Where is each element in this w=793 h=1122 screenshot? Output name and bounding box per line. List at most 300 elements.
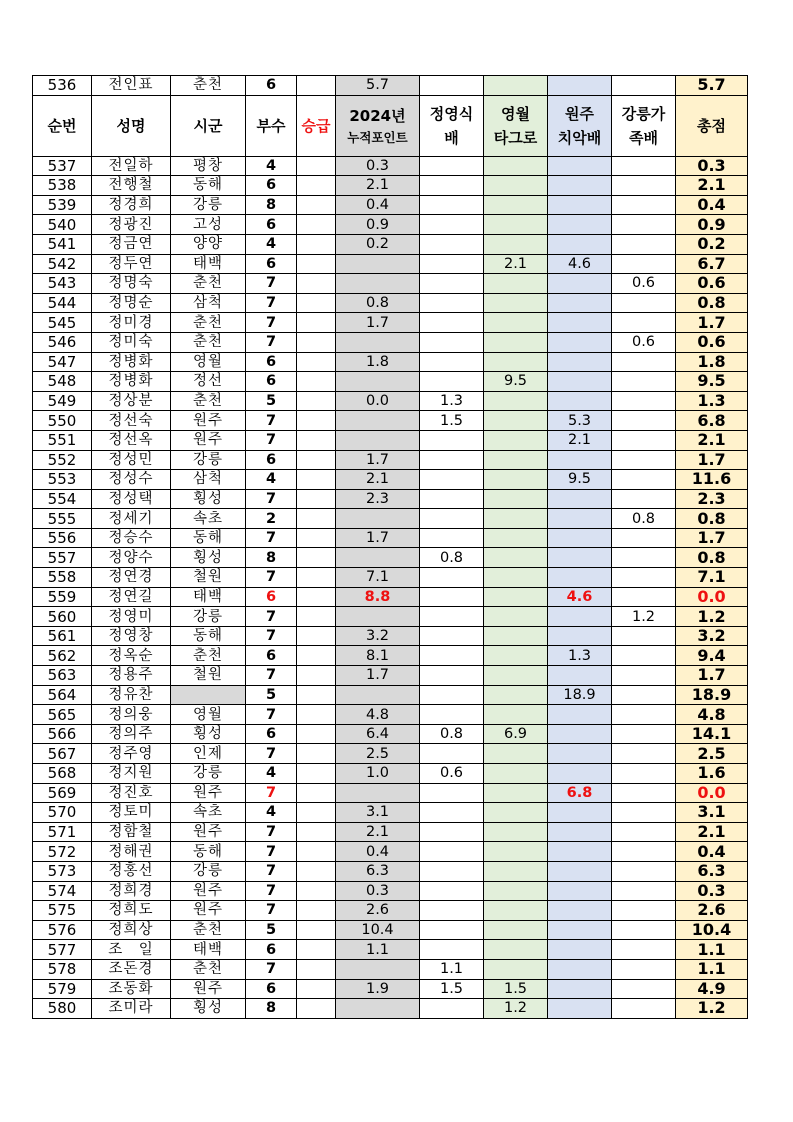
- cell-promotion: [297, 901, 336, 921]
- cell-wonju: [548, 332, 612, 352]
- cell-gangneung: [612, 920, 676, 940]
- table-row: [33, 842, 748, 862]
- cell-name: 정함철: [92, 822, 171, 842]
- cell-wonju: [548, 195, 612, 215]
- cell-jeongyeong: [420, 372, 484, 392]
- header-yeongwol-line1: 영월: [501, 104, 530, 123]
- cell-promotion: [297, 666, 336, 686]
- cell-name: 정의주: [92, 724, 171, 744]
- table-row: [33, 548, 748, 568]
- cell-yeongwol: 2.1: [484, 254, 548, 274]
- cell-division: 8: [246, 548, 297, 568]
- cell-no: 544: [33, 293, 92, 313]
- cell-city: 춘천: [171, 646, 246, 666]
- cell-points-2024: 3.1: [336, 803, 420, 823]
- cell-wonju: 5.3: [548, 411, 612, 431]
- cell-name: 정양수: [92, 548, 171, 568]
- cell-points-2024: 1.9: [336, 979, 420, 999]
- cell-points-2024: [336, 607, 420, 627]
- header-yeongwol: [484, 95, 548, 156]
- cell-wonju: [548, 842, 612, 862]
- cell-total: 9.5: [676, 372, 748, 392]
- cell-yeongwol: [484, 803, 548, 823]
- cell-points-2024: [336, 509, 420, 529]
- cell-name: 정해권: [92, 842, 171, 862]
- cell-name: 조 일: [92, 940, 171, 960]
- cell-wonju: [548, 999, 612, 1019]
- cell-gangneung: [612, 685, 676, 705]
- cell-jeongyeong: [420, 254, 484, 274]
- cell-promotion: [297, 979, 336, 999]
- cell-total: 1.6: [676, 764, 748, 784]
- cell-city: 삼척: [171, 470, 246, 490]
- cell-promotion: [297, 940, 336, 960]
- cell-wonju: [548, 274, 612, 294]
- cell-name: 정미경: [92, 313, 171, 333]
- cell-wonju: [548, 76, 612, 96]
- cell-no: 576: [33, 920, 92, 940]
- table-row: [33, 411, 748, 431]
- cell-yeongwol: [484, 587, 548, 607]
- cell-yeongwol: [484, 195, 548, 215]
- cell-no: 577: [33, 940, 92, 960]
- cell-jeongyeong: 0.8: [420, 548, 484, 568]
- cell-wonju: [548, 391, 612, 411]
- cell-city: 횡성: [171, 548, 246, 568]
- cell-no: 536: [33, 76, 92, 96]
- header-jeongyeong: [420, 95, 484, 156]
- cell-name: 정용주: [92, 666, 171, 686]
- cell-points-2024: 2.5: [336, 744, 420, 764]
- cell-division: 7: [246, 411, 297, 431]
- cell-promotion: [297, 470, 336, 490]
- header-gangneung-line1: 강릉가: [621, 104, 666, 123]
- cell-total: 0.8: [676, 509, 748, 529]
- table-row: [33, 724, 748, 744]
- table-row: [33, 705, 748, 725]
- cell-no: 555: [33, 509, 92, 529]
- cell-wonju: 9.5: [548, 470, 612, 490]
- cell-yeongwol: [484, 764, 548, 784]
- cell-wonju: 2.1: [548, 430, 612, 450]
- cell-jeongyeong: [420, 274, 484, 294]
- cell-jeongyeong: [420, 450, 484, 470]
- cell-city: 영월: [171, 705, 246, 725]
- cell-gangneung: [612, 764, 676, 784]
- cell-points-2024: 8.1: [336, 646, 420, 666]
- cell-no: 549: [33, 391, 92, 411]
- cell-division: 6: [246, 646, 297, 666]
- cell-promotion: [297, 764, 336, 784]
- cell-division: 7: [246, 293, 297, 313]
- cell-wonju: [548, 352, 612, 372]
- header-no: 순번: [33, 95, 92, 156]
- table-row: [33, 156, 748, 176]
- cell-city: 횡성: [171, 999, 246, 1019]
- header-jeongyeong-line1: 정영식: [429, 104, 474, 123]
- cell-wonju: [548, 568, 612, 588]
- cell-name: 정성민: [92, 450, 171, 470]
- cell-promotion: [297, 548, 336, 568]
- cell-division: 7: [246, 568, 297, 588]
- cell-promotion: [297, 803, 336, 823]
- cell-total: 0.6: [676, 274, 748, 294]
- cell-no: 547: [33, 352, 92, 372]
- cell-promotion: [297, 920, 336, 940]
- cell-total: 3.2: [676, 626, 748, 646]
- cell-jeongyeong: [420, 881, 484, 901]
- cell-gangneung: [612, 959, 676, 979]
- cell-name: 정병화: [92, 372, 171, 392]
- cell-points-2024: 5.7: [336, 76, 420, 96]
- cell-yeongwol: [484, 528, 548, 548]
- cell-wonju: 18.9: [548, 685, 612, 705]
- cell-division: 5: [246, 391, 297, 411]
- table-row: [33, 881, 748, 901]
- cell-wonju: [548, 450, 612, 470]
- cell-division: 6: [246, 372, 297, 392]
- cell-jeongyeong: 1.5: [420, 411, 484, 431]
- cell-jeongyeong: [420, 528, 484, 548]
- cell-jeongyeong: [420, 430, 484, 450]
- cell-no: 567: [33, 744, 92, 764]
- cell-gangneung: [612, 352, 676, 372]
- cell-name: 정성택: [92, 489, 171, 509]
- cell-division: 7: [246, 528, 297, 548]
- cell-division: 6: [246, 587, 297, 607]
- cell-name: 정영창: [92, 626, 171, 646]
- cell-division: 6: [246, 215, 297, 235]
- cell-division: 4: [246, 764, 297, 784]
- cell-yeongwol: [484, 156, 548, 176]
- header-wonju-line2: 치악배: [557, 128, 602, 147]
- cell-promotion: [297, 352, 336, 372]
- cell-points-2024: 0.0: [336, 391, 420, 411]
- cell-division: 7: [246, 744, 297, 764]
- table-row: [33, 254, 748, 274]
- cell-jeongyeong: [420, 920, 484, 940]
- cell-no: 571: [33, 822, 92, 842]
- cell-name: 정성수: [92, 470, 171, 490]
- cell-wonju: [548, 509, 612, 529]
- cell-yeongwol: [484, 861, 548, 881]
- cell-promotion: [297, 587, 336, 607]
- cell-city: 동해: [171, 176, 246, 196]
- cell-name: 정희도: [92, 901, 171, 921]
- cell-yeongwol: [484, 215, 548, 235]
- cell-total: 0.3: [676, 881, 748, 901]
- cell-city: 철원: [171, 666, 246, 686]
- cell-no: 566: [33, 724, 92, 744]
- cell-division: 7: [246, 666, 297, 686]
- cell-points-2024: 2.6: [336, 901, 420, 921]
- cell-gangneung: 0.8: [612, 509, 676, 529]
- cell-gangneung: [612, 215, 676, 235]
- cell-name: 정연경: [92, 568, 171, 588]
- cell-points-2024: 2.1: [336, 822, 420, 842]
- cell-name: 정유찬: [92, 685, 171, 705]
- cell-jeongyeong: [420, 509, 484, 529]
- table-row: [33, 940, 748, 960]
- cell-points-2024: 1.7: [336, 450, 420, 470]
- cell-no: 580: [33, 999, 92, 1019]
- cell-total: 10.4: [676, 920, 748, 940]
- table-row: [33, 803, 748, 823]
- cell-gangneung: [612, 568, 676, 588]
- cell-promotion: [297, 332, 336, 352]
- cell-jeongyeong: [420, 489, 484, 509]
- cell-total: 2.1: [676, 176, 748, 196]
- cell-points-2024: 0.8: [336, 293, 420, 313]
- cell-promotion: [297, 176, 336, 196]
- cell-yeongwol: 1.5: [484, 979, 548, 999]
- cell-wonju: [548, 313, 612, 333]
- cell-city: 양양: [171, 234, 246, 254]
- cell-no: 551: [33, 430, 92, 450]
- cell-gangneung: [612, 587, 676, 607]
- cell-yeongwol: [484, 293, 548, 313]
- cell-name: 정주영: [92, 744, 171, 764]
- cell-promotion: [297, 195, 336, 215]
- cell-wonju: [548, 901, 612, 921]
- cell-promotion: [297, 842, 336, 862]
- cell-wonju: [548, 176, 612, 196]
- cell-promotion: [297, 509, 336, 529]
- cell-no: 546: [33, 332, 92, 352]
- cell-name: 조미라: [92, 999, 171, 1019]
- table-row: [33, 568, 748, 588]
- cell-points-2024: 2.1: [336, 470, 420, 490]
- cell-total: 0.8: [676, 548, 748, 568]
- cell-no: 560: [33, 607, 92, 627]
- cell-wonju: [548, 920, 612, 940]
- table-row: [33, 999, 748, 1019]
- header-points-2024-line1: 2024년: [349, 106, 406, 125]
- table-row: [33, 901, 748, 921]
- table-row: [33, 822, 748, 842]
- cell-jeongyeong: [420, 195, 484, 215]
- cell-yeongwol: [484, 313, 548, 333]
- cell-jeongyeong: [420, 293, 484, 313]
- cell-jeongyeong: [420, 783, 484, 803]
- cell-total: 0.8: [676, 293, 748, 313]
- cell-name: 정희상: [92, 920, 171, 940]
- cell-no: 563: [33, 666, 92, 686]
- cell-city: 고성: [171, 215, 246, 235]
- table-row: [33, 293, 748, 313]
- cell-division: 7: [246, 489, 297, 509]
- cell-gangneung: [612, 999, 676, 1019]
- cell-no: 575: [33, 901, 92, 921]
- table-row: [33, 666, 748, 686]
- cell-city: 동해: [171, 626, 246, 646]
- cell-jeongyeong: [420, 646, 484, 666]
- cell-division: 7: [246, 626, 297, 646]
- cell-jeongyeong: [420, 842, 484, 862]
- cell-promotion: [297, 391, 336, 411]
- header-wonju: [548, 95, 612, 156]
- cell-promotion: [297, 607, 336, 627]
- cell-wonju: [548, 959, 612, 979]
- cell-gangneung: [612, 489, 676, 509]
- cell-total: 1.2: [676, 607, 748, 627]
- cell-jeongyeong: [420, 803, 484, 823]
- cell-wonju: [548, 940, 612, 960]
- table-row-top: [33, 76, 748, 96]
- cell-gangneung: 0.6: [612, 332, 676, 352]
- table-row: [33, 352, 748, 372]
- cell-jeongyeong: 1.3: [420, 391, 484, 411]
- cell-yeongwol: [484, 705, 548, 725]
- cell-division: 8: [246, 195, 297, 215]
- cell-city: 원주: [171, 411, 246, 431]
- cell-points-2024: 6.4: [336, 724, 420, 744]
- cell-gangneung: [612, 861, 676, 881]
- cell-no: 572: [33, 842, 92, 862]
- cell-yeongwol: 9.5: [484, 372, 548, 392]
- cell-promotion: [297, 861, 336, 881]
- cell-jeongyeong: [420, 313, 484, 333]
- cell-division: 7: [246, 822, 297, 842]
- cell-yeongwol: [484, 470, 548, 490]
- cell-name: 정선숙: [92, 411, 171, 431]
- cell-gangneung: [612, 881, 676, 901]
- cell-wonju: 6.8: [548, 783, 612, 803]
- cell-division: 7: [246, 332, 297, 352]
- cell-jeongyeong: [420, 999, 484, 1019]
- cell-gangneung: 0.6: [612, 274, 676, 294]
- cell-no: 545: [33, 313, 92, 333]
- ranking-table: [32, 75, 748, 1019]
- cell-wonju: [548, 548, 612, 568]
- cell-promotion: [297, 450, 336, 470]
- cell-promotion: [297, 999, 336, 1019]
- cell-no: 552: [33, 450, 92, 470]
- cell-city: 춘천: [171, 920, 246, 940]
- cell-total: 0.2: [676, 234, 748, 254]
- cell-points-2024: [336, 254, 420, 274]
- cell-wonju: [548, 528, 612, 548]
- table-row: [33, 744, 748, 764]
- table-row: [33, 332, 748, 352]
- cell-total: 2.6: [676, 901, 748, 921]
- cell-total: 0.3: [676, 156, 748, 176]
- cell-name: 정희경: [92, 881, 171, 901]
- cell-jeongyeong: 0.6: [420, 764, 484, 784]
- cell-city: 인제: [171, 744, 246, 764]
- cell-city: 정선: [171, 372, 246, 392]
- cell-no: 574: [33, 881, 92, 901]
- cell-wonju: [548, 744, 612, 764]
- cell-promotion: [297, 411, 336, 431]
- cell-division: 4: [246, 803, 297, 823]
- cell-yeongwol: [484, 274, 548, 294]
- cell-city: 강릉: [171, 607, 246, 627]
- cell-jeongyeong: [420, 744, 484, 764]
- cell-wonju: [548, 979, 612, 999]
- cell-name: 정홍선: [92, 861, 171, 881]
- cell-yeongwol: [484, 568, 548, 588]
- table-row: [33, 607, 748, 627]
- cell-no: 539: [33, 195, 92, 215]
- cell-division: 7: [246, 783, 297, 803]
- cell-promotion: [297, 724, 336, 744]
- cell-name: 정명숙: [92, 274, 171, 294]
- table-row: [33, 489, 748, 509]
- cell-jeongyeong: [420, 626, 484, 646]
- cell-points-2024: 1.7: [336, 313, 420, 333]
- cell-division: 5: [246, 920, 297, 940]
- cell-points-2024: 4.8: [336, 705, 420, 725]
- cell-yeongwol: [484, 822, 548, 842]
- cell-gangneung: [612, 470, 676, 490]
- cell-total: 1.8: [676, 352, 748, 372]
- cell-division: 7: [246, 861, 297, 881]
- cell-wonju: [548, 705, 612, 725]
- cell-wonju: [548, 724, 612, 744]
- cell-division: 8: [246, 999, 297, 1019]
- header-jeongyeong-line2: 배: [444, 128, 459, 147]
- cell-jeongyeong: [420, 705, 484, 725]
- cell-gangneung: [612, 430, 676, 450]
- header-yeongwol-line2: 타그로: [493, 128, 538, 147]
- cell-total: 6.7: [676, 254, 748, 274]
- table-row: [33, 313, 748, 333]
- cell-points-2024: 0.9: [336, 215, 420, 235]
- cell-yeongwol: [484, 430, 548, 450]
- cell-gangneung: [612, 234, 676, 254]
- cell-city: 춘천: [171, 391, 246, 411]
- cell-points-2024: 1.7: [336, 528, 420, 548]
- cell-division: 6: [246, 254, 297, 274]
- cell-city: 속초: [171, 803, 246, 823]
- cell-yeongwol: [484, 959, 548, 979]
- cell-points-2024: [336, 959, 420, 979]
- cell-city: 원주: [171, 979, 246, 999]
- cell-no: 542: [33, 254, 92, 274]
- cell-jeongyeong: [420, 940, 484, 960]
- cell-city: 속초: [171, 509, 246, 529]
- cell-name: 전일하: [92, 156, 171, 176]
- cell-division: 6: [246, 724, 297, 744]
- cell-total: 1.7: [676, 666, 748, 686]
- cell-wonju: [548, 861, 612, 881]
- cell-yeongwol: [484, 881, 548, 901]
- cell-no: 554: [33, 489, 92, 509]
- cell-city: 영월: [171, 352, 246, 372]
- cell-jeongyeong: [420, 352, 484, 372]
- cell-no: 540: [33, 215, 92, 235]
- cell-promotion: [297, 156, 336, 176]
- cell-division: 7: [246, 842, 297, 862]
- cell-promotion: [297, 76, 336, 96]
- cell-city: 원주: [171, 430, 246, 450]
- cell-name: 정영미: [92, 607, 171, 627]
- cell-name: 전인표: [92, 76, 171, 96]
- cell-city: 강릉: [171, 195, 246, 215]
- header-gangneung: [612, 95, 676, 156]
- cell-city: 태백: [171, 940, 246, 960]
- cell-total: 9.4: [676, 646, 748, 666]
- cell-promotion: [297, 274, 336, 294]
- cell-points-2024: [336, 372, 420, 392]
- cell-city: 원주: [171, 822, 246, 842]
- cell-wonju: [548, 215, 612, 235]
- header-points-2024-line2: 누적포인트: [347, 129, 408, 145]
- cell-jeongyeong: 0.8: [420, 724, 484, 744]
- cell-wonju: [548, 881, 612, 901]
- cell-no: 553: [33, 470, 92, 490]
